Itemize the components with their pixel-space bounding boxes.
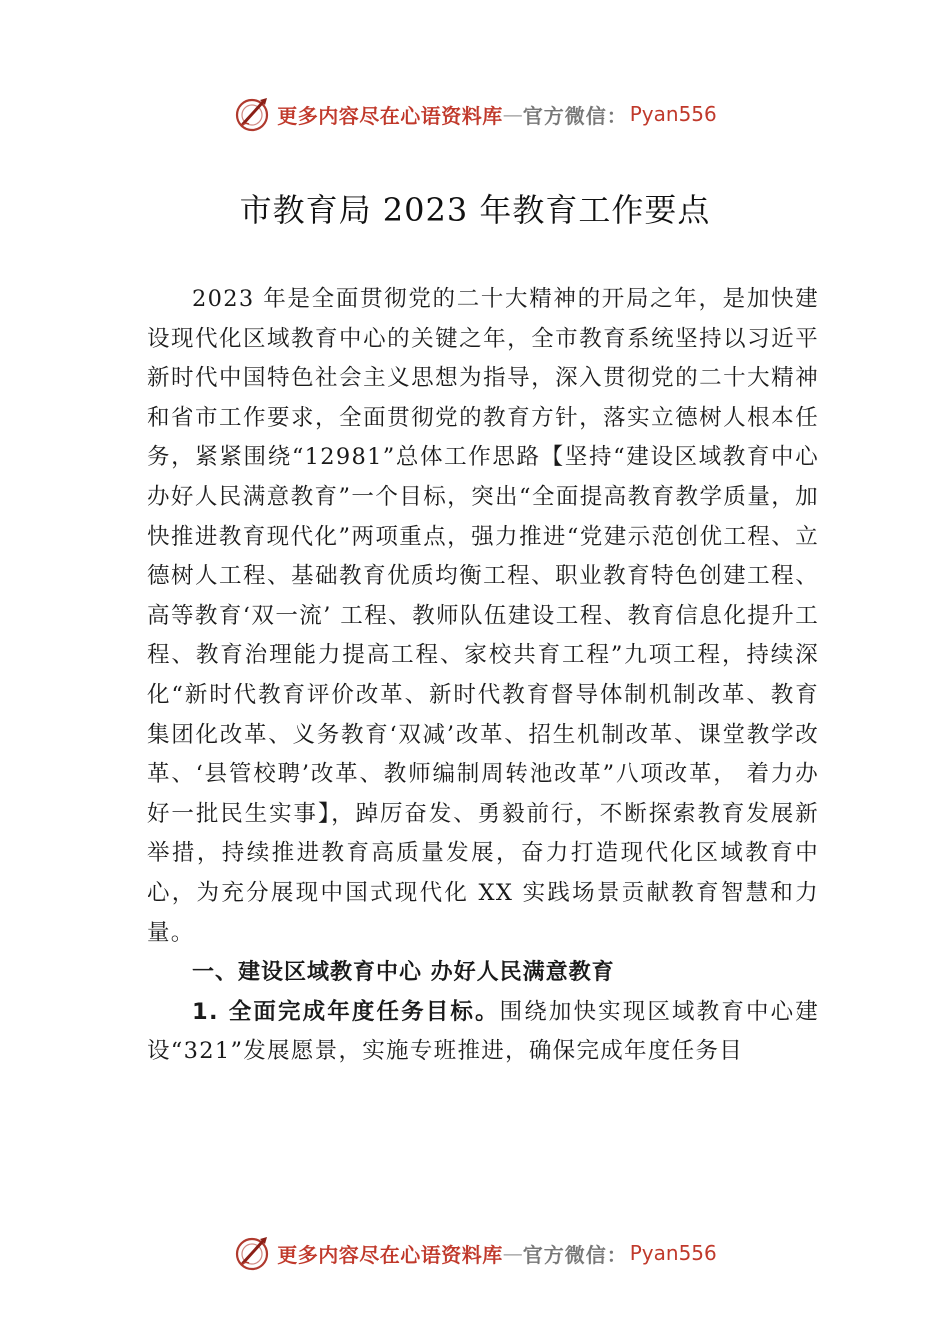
logo-icon xyxy=(233,94,273,134)
header-watermark-banner xyxy=(0,94,950,134)
item-lead: 1. 全面完成年度任务目标。 xyxy=(192,998,500,1025)
watermark-text: 更多内容尽在心语资料库 xyxy=(277,1242,503,1267)
section-heading: 一、建设区域教育中心 办好人民满意教育 xyxy=(192,960,615,986)
watermark-wechat-id: Pyan556 xyxy=(629,1241,717,1265)
document-body xyxy=(147,280,819,1072)
logo-icon xyxy=(233,1233,273,1273)
item-paragraph xyxy=(147,993,819,1072)
item-text: 围绕加快实现区域教育中心建设“321”发展愿景，实施专班推进，确保完成年度任务目 xyxy=(147,998,819,1065)
footer-watermark-banner xyxy=(0,1233,950,1273)
intro-paragraph: 2023 年是全面贯彻党的二十大精神的开局之年，是加快建设现代化区域教育中心的关键之年，全市教育系统坚持以习近平新时代中国特色社会主义思想为指导，深入贯彻党的二十大精神和省市工作要求，全面贯彻党的教育方针，落实立德树人根本任务，紧紧围绕“12981”总体工作思路【坚持“建设区域教育中心 办好人民满意教育”一个目标，突出“全面提高教育教学质量，加快推进教育现代化”两项重点，强力推进“党建示范创优工程、立德树人工程、基础教育优质均衡工程、职业教育特色创建工程、高等教育‘双一流’ 工程、教师队伍建设工程、教育信息化提升工程、教育治理能力提高工程、家校共育工程”九项工程，持续深化“新时代教育评价改革、新时代教育督导体制机制改革、教育集团化改革、义务教育‘双减’改革、招生机制改革、课堂教学改革、‘县管校聘’改革、教师编制周转池改革”八项改革， 着力办好一批民生实事】，踔厉奋发、勇毅前行，不断探索教育发展新举措，持续推进教育高质量发展，奋力打造现代化区域教育中心，为充分展现中国式现代化 XX 实践场景贡献教育智慧和力量。 xyxy=(147,286,819,946)
watermark-separator: — xyxy=(502,102,523,126)
watermark-label: 官方微信： xyxy=(522,103,628,128)
document-title: 市教育局 2023 年教育工作要点 xyxy=(239,191,711,229)
watermark-separator: — xyxy=(502,1241,523,1265)
watermark-text: 更多内容尽在心语资料库 xyxy=(277,103,503,128)
watermark-wechat-id: Pyan556 xyxy=(629,102,717,126)
watermark-label: 官方微信： xyxy=(522,1242,628,1267)
